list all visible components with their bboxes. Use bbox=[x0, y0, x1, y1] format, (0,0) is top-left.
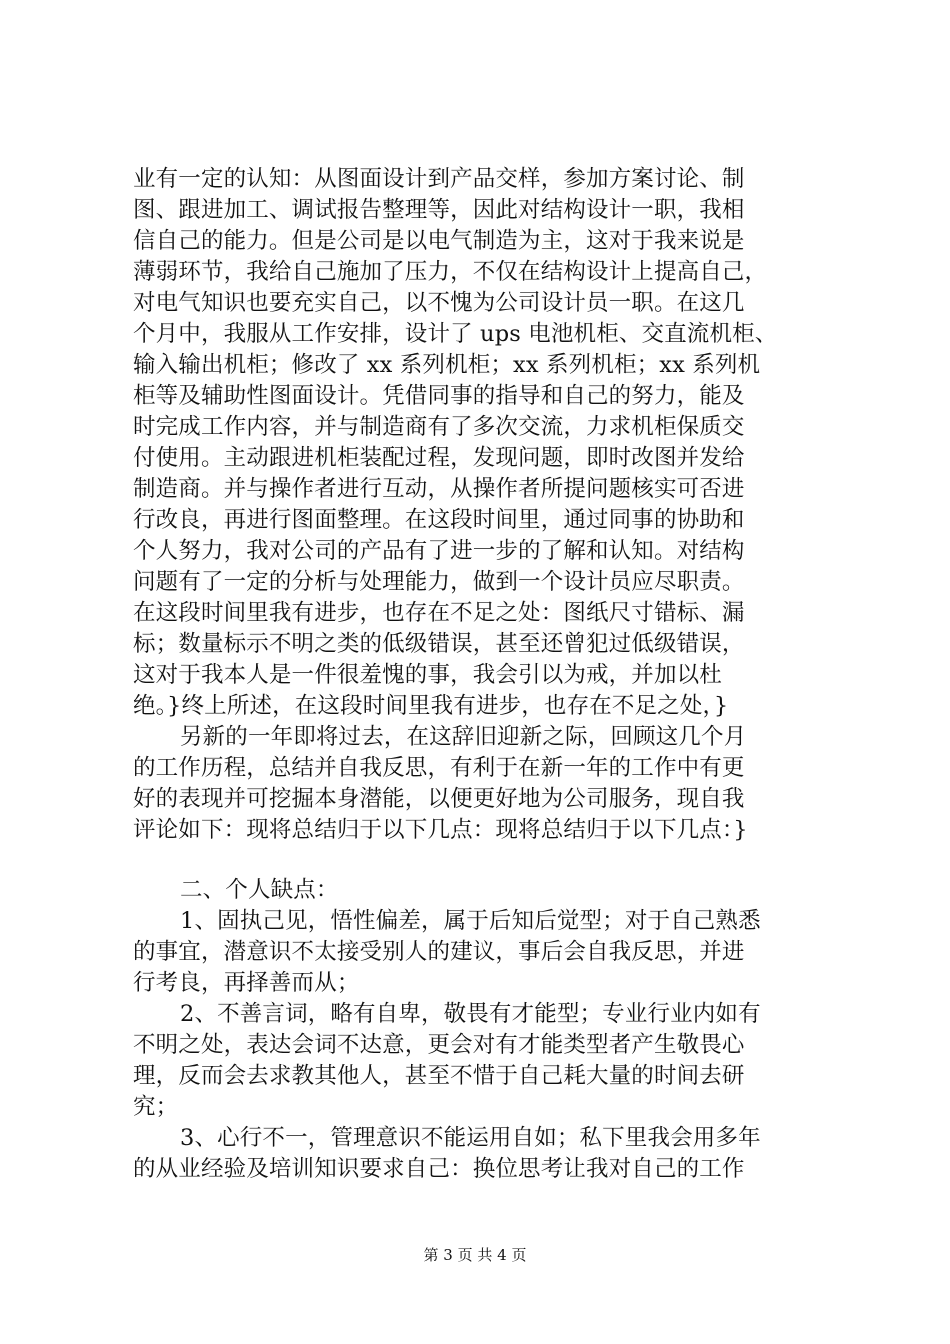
paragraph-gap bbox=[133, 846, 833, 875]
text-line: 绝。}终上所述，在这段时间里我有进步，也存在不足之处，} bbox=[133, 693, 729, 719]
text-line: 1、固执己见，悟性偏差，属于后知后觉型；对于自己熟悉 bbox=[180, 908, 761, 934]
text-line: 薄弱环节，我给自己施加了压力，不仅在结构设计上提高自己， bbox=[133, 259, 768, 285]
text-line: 图、跟进加工、调试报告整理等，因此对结构设计一职，我相 bbox=[133, 197, 745, 223]
text-line: 信自己的能力。但是公司是以电气制造为主，这对于我来说是 bbox=[133, 228, 745, 254]
text-line: 行改良，再进行图面整理。在这段时间里，通过同事的协助和 bbox=[133, 507, 745, 533]
text-line: 评论如下：现将总结归于以下几点：现将总结归于以下几点：} bbox=[133, 817, 748, 843]
text-line: 个人努力，我对公司的产品有了进一步的了解和认知。对结构 bbox=[133, 538, 745, 564]
text-line: 制造商。并与操作者进行互动，从操作者所提问题核实可否进 bbox=[133, 476, 745, 502]
text-line: 标；数量标示不明之类的低级错误，甚至还曾犯过低级错误， bbox=[133, 631, 745, 657]
text-line: 理，反而会去求教其他人，甚至不惜于自己耗大量的时间去研 bbox=[133, 1063, 745, 1089]
text-line: 3、心行不一，管理意识不能运用自如；私下里我会用多年 bbox=[180, 1125, 761, 1151]
text-line: 这对于我本人是一件很羞愧的事，我会引以为戒，并加以杜 bbox=[133, 662, 722, 688]
text-line: 二、个人缺点： bbox=[180, 877, 339, 903]
text-line: 对电气知识也要充实自己，以不愧为公司设计员一职。在这几 bbox=[133, 290, 745, 316]
text-line: 个月中，我服从工作安排，设计了 ups 电池机柜、交直流机柜、 bbox=[133, 321, 778, 347]
text-line: 在这段时间里我有进步，也存在不足之处：图纸尺寸错标、漏 bbox=[133, 600, 745, 626]
text-line: 2、不善言词，略有自卑，敬畏有才能型；专业行业内如有 bbox=[180, 1001, 761, 1027]
text-line: 行考良，再择善而从； bbox=[133, 970, 360, 996]
text-line: 问题有了一定的分析与处理能力，做到一个设计员应尽职责。 bbox=[133, 569, 745, 595]
text-line: 的从业经验及培训知识要求自己：换位思考让我对自己的工作 bbox=[133, 1156, 745, 1182]
text-line: 另新的一年即将过去，在这辞旧迎新之际，回顾这几个月 bbox=[180, 724, 747, 750]
document-body bbox=[133, 164, 833, 1185]
text-line: 时完成工作内容，并与制造商有了多次交流，力求机柜保质交 bbox=[133, 414, 745, 440]
text-line: 的工作历程，总结并自我反思，有利于在新一年的工作中有更 bbox=[133, 755, 745, 781]
text-line: 好的表现并可挖掘本身潜能，以便更好地为公司服务，现自我 bbox=[133, 786, 745, 812]
text-line: 的事宜，潜意识不太接受别人的建议，事后会自我反思，并进 bbox=[133, 939, 745, 965]
text-line: 业有一定的认知：从图面设计到产品交样，参加方案讨论、制 bbox=[133, 166, 745, 192]
page-footer: 第 3 页 共 4 页 bbox=[423, 1246, 527, 1264]
text-line: 柜等及辅助性图面设计。凭借同事的指导和自己的努力，能及 bbox=[133, 383, 745, 409]
text-line: 输入输出机柜；修改了 xx 系列机柜；xx 系列机柜；xx 系列机 bbox=[133, 352, 761, 378]
text-line: 究； bbox=[133, 1094, 179, 1120]
text-line: 不明之处，表达会词不达意，更会对有才能类型者产生敬畏心 bbox=[133, 1032, 745, 1058]
text-line: 付使用。主动跟进机柜装配过程，发现问题，即时改图并发给 bbox=[133, 445, 745, 471]
